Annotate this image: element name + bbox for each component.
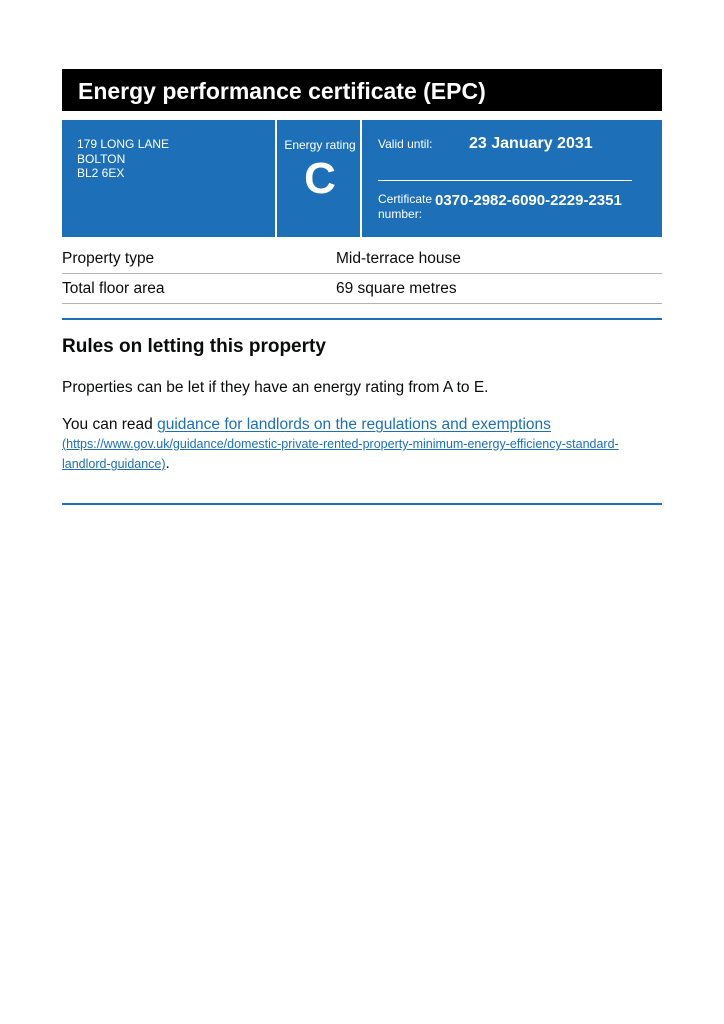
- property-type-label: Property type: [62, 250, 155, 267]
- summary-divider: [275, 120, 277, 237]
- certificate-number-label: [378, 192, 432, 221]
- address-line: 179 LONG LANE: [77, 137, 170, 151]
- property-address: [77, 137, 169, 181]
- energy-rating-value: C: [304, 154, 336, 203]
- valid-until-date: 23 January 2031: [469, 135, 593, 152]
- certificate-label-line: Certificate: [378, 192, 433, 206]
- guidance-link[interactable]: guidance for landlords on the regulations and exemptions: [157, 416, 551, 433]
- page-title: Energy performance certificate (EPC): [62, 69, 662, 111]
- valid-until-label: Valid until:: [378, 137, 433, 151]
- certificate-number: 0370-2982-6090-2229-2351: [435, 192, 622, 209]
- letting-rules-text: Properties can be let if they have an energy rating from A to E.: [62, 379, 489, 396]
- table-row: [62, 245, 662, 274]
- address-line: BOLTON: [77, 151, 126, 166]
- certificate-label-line: number:: [378, 206, 423, 221]
- energy-rating-label: Energy rating: [284, 138, 356, 152]
- floor-area-label: Total floor area: [62, 280, 165, 297]
- section-divider: [62, 503, 662, 505]
- address-line: BL2 6EX: [77, 166, 125, 180]
- section-divider: [62, 318, 662, 320]
- table-row: [62, 275, 662, 304]
- letting-rules-heading: Rules on letting this property: [62, 336, 326, 357]
- guidance-url[interactable]: (https://www.gov.uk/guidance/domestic-private-rented-property-minimum-energy-efficiency-standard-landlord-guidance): [62, 437, 619, 471]
- property-type-value: Mid-terrace house: [336, 250, 461, 267]
- floor-area-value: 69 square metres: [336, 280, 457, 297]
- guidance-paragraph: [62, 415, 662, 474]
- epc-summary-panel: [62, 120, 662, 237]
- summary-separator: [378, 180, 632, 181]
- guidance-prefix: You can read: [62, 416, 158, 433]
- guidance-suffix: .: [165, 455, 170, 472]
- property-details-table: [62, 245, 662, 305]
